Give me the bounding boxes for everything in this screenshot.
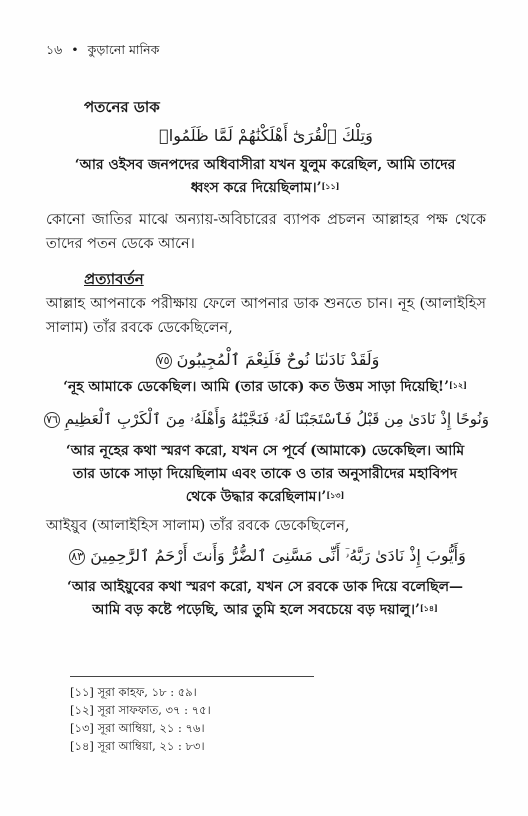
arabic-verse-text: وَنُوحًا إِذْ نَادَىٰ مِن قَبْلُ فَٱسْتَجَبْنَا لَهُۥ فَنَجَّيْنَٰهُ وَأَهْلَهُۥ مِنَ ٱلْكَرْبِ ٱلْعَظِيمِ bbox=[64, 410, 489, 428]
paragraph-1: কোনো জাতির মাঝে অন্যায়-অবিচারের ব্যাপক প্রচলন আল্লাহর পক্ষ থেকে তাদের পতন ডেকে আনে। bbox=[46, 212, 486, 252]
translation-line: ‘আর আইয়ুবের কথা স্মরণ করো, যখন সে রবকে ডাক দিয়ে বলেছিল— bbox=[66, 579, 464, 595]
ayah-number-marker: ٨٣ bbox=[69, 549, 85, 565]
footnote-number: [১১] bbox=[70, 685, 94, 699]
footnote-ref: [১১] bbox=[321, 181, 340, 191]
section-heading-fall: পতনের ডাক bbox=[84, 98, 160, 116]
arabic-verse-text: وَأَيُّوبَ إِذْ نَادَىٰ رَبَّهُۥٓ أَنِّى مَسَّنِىَ ٱلضُّرُّ وَأَنتَ أَرْحَمُ ٱلرَّٰحِمِينَ bbox=[90, 546, 466, 565]
translation-line: ‘আর নূহের কথা স্মরণ করো, যখন সে পূর্বে (আমাকে) ডেকেছিল। আমি bbox=[65, 443, 465, 459]
section-heading-return: প্রত্যাবর্তন bbox=[84, 270, 144, 288]
footnote-ref: [১৩] bbox=[326, 490, 345, 500]
book-title: কুড়ানো মানিক bbox=[87, 42, 160, 57]
ayah-number-marker: ٧٦ bbox=[44, 412, 60, 428]
footnote-text: সূরা সাফফাত, ৩৭ : ৭৫। bbox=[97, 703, 211, 717]
translation-3 bbox=[40, 440, 490, 509]
translation-line: ধ্বংস করে দিয়েছিলাম।’ bbox=[190, 180, 322, 196]
translation-line: ‘নূহ আমাকে ডেকেছিল। আমি (তার ডাকে) কত উত্তম সাড়া দিয়েছি!’ bbox=[63, 379, 449, 395]
footnote bbox=[70, 738, 205, 757]
page-number: ১৬ bbox=[46, 42, 63, 57]
footnote-divider bbox=[70, 676, 314, 677]
header-separator: • bbox=[71, 42, 79, 57]
arabic-verse-text: وَلَقَدْ نَادَىٰنَا نُوحٌ فَلَنِعْمَ ٱلْمُجِيبُونَ bbox=[176, 350, 380, 369]
footnote-text: সূরা কাহফ, ১৮ : ৫৯। bbox=[97, 685, 197, 699]
translation-line: থেকে উদ্ধার করেছিলাম।’ bbox=[185, 489, 327, 505]
paragraph-2: আল্লাহ আপনাকে পরীক্ষায় ফেলে আপনার ডাক শুনতে চান। নূহ (আলাইহিস সালাম) তাঁর রবকে ডেকেছিলেন, bbox=[46, 296, 486, 336]
translation-2 bbox=[40, 376, 490, 399]
footnote-number: [১৩] bbox=[70, 721, 94, 735]
translation-line: ‘আর ওইসব জনপদের অধিবাসীরা যখন যুলুম করেছিল, আমি তাদের bbox=[74, 157, 456, 173]
footnote-ref: [১২] bbox=[448, 380, 467, 390]
footnote-text: সূরা আম্বিয়া, ২১ : ৮৩। bbox=[97, 739, 205, 753]
ayah-number-marker: ٧٥ bbox=[156, 353, 172, 369]
footnote bbox=[70, 720, 205, 739]
arabic-verse-4 bbox=[46, 546, 486, 566]
footnote-number: [১২] bbox=[70, 703, 94, 717]
arabic-verse-3 bbox=[40, 410, 490, 428]
translation-4 bbox=[40, 576, 490, 622]
arabic-verse-2 bbox=[46, 350, 486, 369]
translation-line: তার ডাকে সাড়া দিয়েছিলাম এবং তাকে ও তার অনুসারীদের মহাবিপদ bbox=[72, 466, 458, 482]
footnote-number: [১৪] bbox=[70, 739, 94, 753]
footnote-ref: [১৪] bbox=[419, 603, 438, 613]
footnote bbox=[70, 684, 197, 703]
footnote bbox=[70, 702, 211, 721]
translation-1 bbox=[60, 154, 470, 200]
footnote-text: সূরা আম্বিয়া, ২১ : ৭৬। bbox=[97, 721, 205, 735]
running-header bbox=[46, 42, 159, 62]
arabic-verse-1 bbox=[46, 126, 486, 145]
arabic-verse-text: وَتِلْكَ ٱلْقُرَىٰٓ أَهْلَكْنَٰهُمْ لَمَّا ظَلَمُوا۟ bbox=[159, 126, 373, 145]
paragraph-3: আইয়ুব (আলাইহিস সালাম) তাঁর রবকে ডেকেছিলেন, bbox=[46, 518, 350, 534]
translation-line: আমি বড় কষ্টে পড়েছি, আর তুমি হলে সবচেয়ে বড় দয়ালু।’ bbox=[92, 602, 420, 618]
